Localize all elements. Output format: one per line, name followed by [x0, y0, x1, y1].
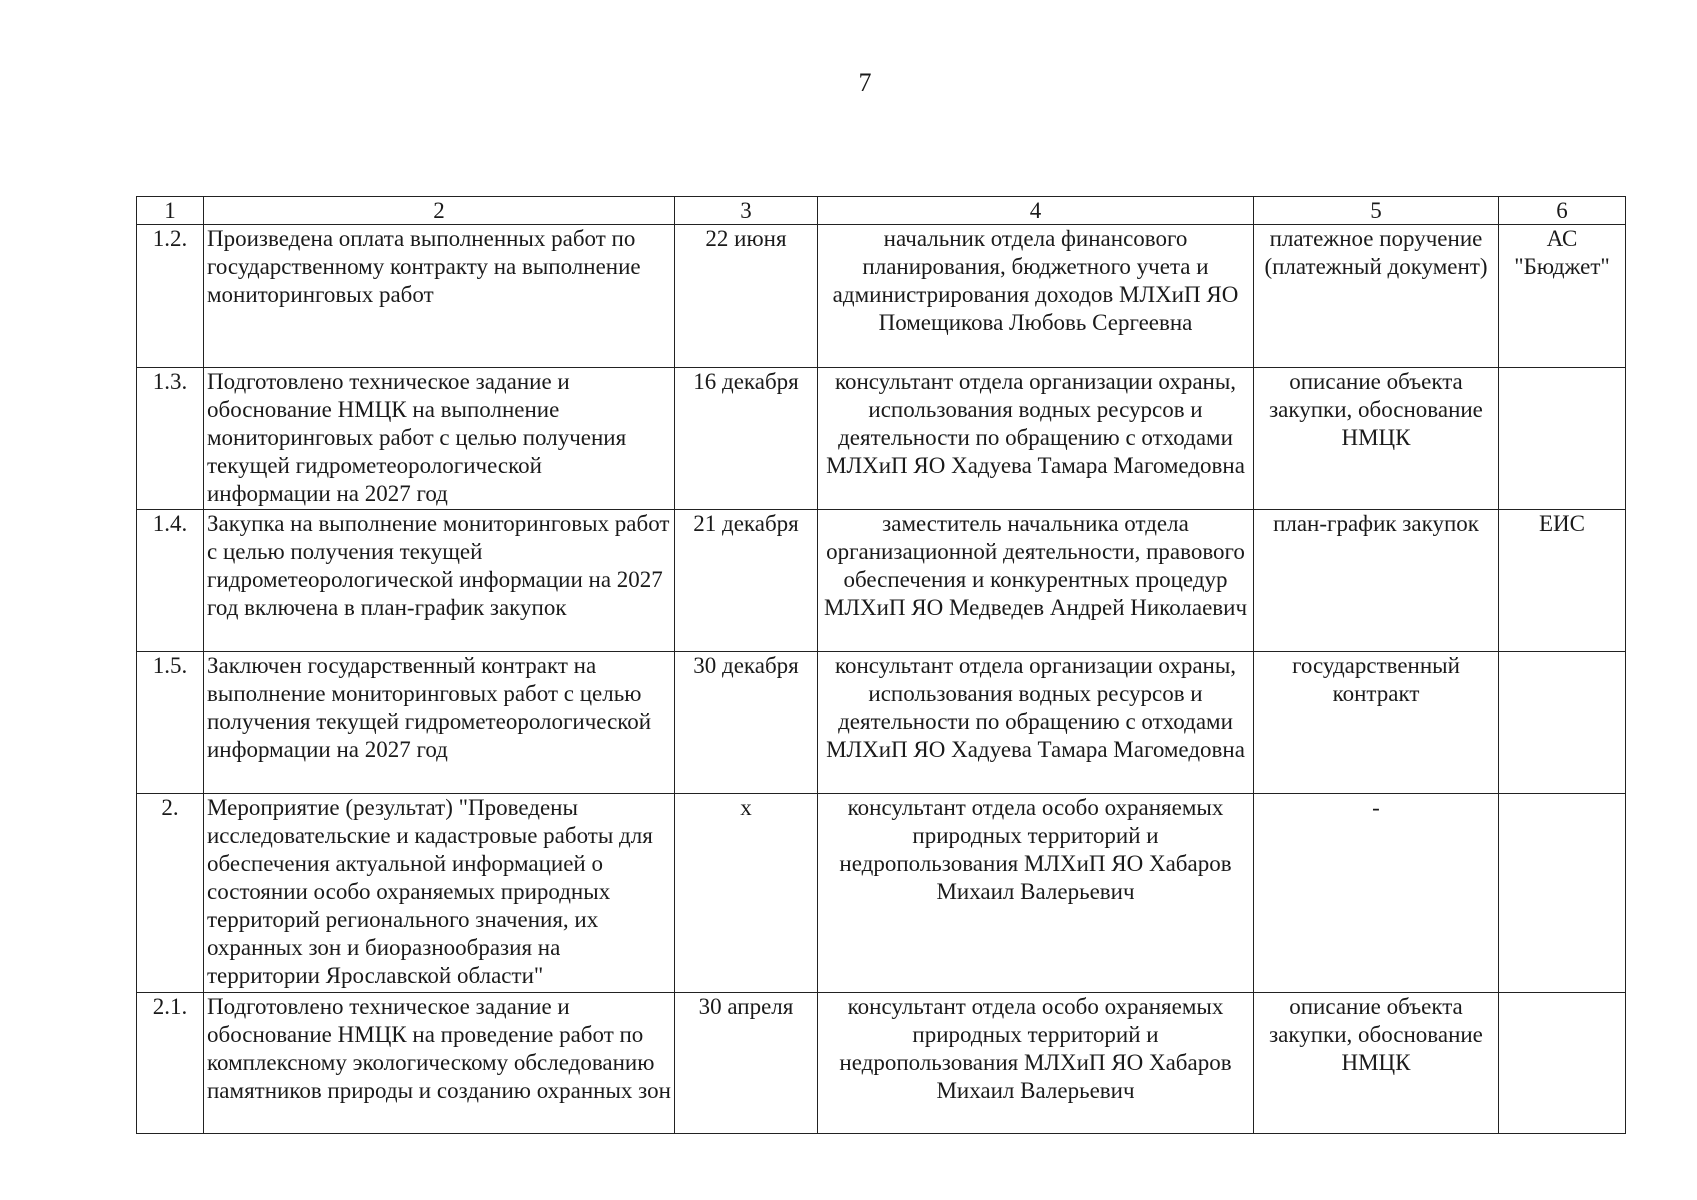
responsible-person: консультант отдела особо охраняемых природных территорий и недропользования МЛХиП ЯО Хабаров Михаил Валерьевич — [818, 993, 1254, 1134]
row-number: 1.3. — [137, 368, 204, 510]
deadline-date: 30 декабря — [675, 652, 818, 794]
table-row — [137, 652, 1626, 794]
table-row — [137, 794, 1626, 993]
deadline-date: 21 декабря — [675, 510, 818, 652]
measure-text: Подготовлено техническое задание и обоснование НМЦК на проведение работ по комплексному экологическому обследованию памятников природы и созданию охранных зон — [204, 993, 675, 1134]
information-system — [1499, 652, 1626, 794]
row-number: 2. — [137, 794, 204, 993]
table-row — [137, 510, 1626, 652]
table-header-row — [137, 197, 1626, 225]
measure-text: Закупка на выполнение мониторинговых работ с целью получения текущей гидрометеорологической информации на 2027 год включена в план-график закупок — [204, 510, 675, 652]
confirming-document: платежное поручение (платежный документ) — [1254, 225, 1499, 368]
responsible-person: консультант отдела организации охраны, использования водных ресурсов и деятельности по обращению с отходами МЛХиП ЯО Хадуева Тамара Магомедовна — [818, 652, 1254, 794]
responsible-person: консультант отдела организации охраны, использования водных ресурсов и деятельности по обращению с отходами МЛХиП ЯО Хадуева Тамара Магомедовна — [818, 368, 1254, 510]
column-header: 2 — [204, 197, 675, 225]
deadline-date: 16 декабря — [675, 368, 818, 510]
deadline-date: 30 апреля — [675, 993, 818, 1134]
confirming-document: описание объекта закупки, обоснование НМЦК — [1254, 368, 1499, 510]
column-header: 4 — [818, 197, 1254, 225]
column-header: 6 — [1499, 197, 1626, 225]
table-row — [137, 225, 1626, 368]
confirming-document: описание объекта закупки, обоснование НМЦК — [1254, 993, 1499, 1134]
measure-text: Подготовлено техническое задание и обоснование НМЦК на выполнение мониторинговых работ с целью получения текущей гидрометеорологической информации на 2027 год — [204, 368, 675, 510]
responsible-person: начальник отдела финансового планирования, бюджетного учета и администрирования доходов МЛХиП ЯО Помещикова Любовь Сергеевна — [818, 225, 1254, 368]
measure-text: Мероприятие (результат) "Проведены исследовательские и кадастровые работы для обеспечения актуальной информацией о состоянии особо охраняемых природных территорий регионального значения, их охранных зон и биоразнообразия на территории Ярославской области" — [204, 794, 675, 993]
measures-table — [136, 196, 1626, 1134]
deadline-date: 22 июня — [675, 225, 818, 368]
row-number: 1.4. — [137, 510, 204, 652]
column-header: 1 — [137, 197, 204, 225]
row-number: 2.1. — [137, 993, 204, 1134]
information-system: АС "Бюджет" — [1499, 225, 1626, 368]
column-header: 3 — [675, 197, 818, 225]
measure-text: Произведена оплата выполненных работ по государственному контракту на выполнение мониторинговых работ — [204, 225, 675, 368]
page-number: 7 — [858, 68, 872, 97]
information-system — [1499, 794, 1626, 993]
row-number: 1.2. — [137, 225, 204, 368]
information-system: ЕИС — [1499, 510, 1626, 652]
measure-text: Заключен государственный контракт на выполнение мониторинговых работ с целью получения текущей гидрометеорологической информации на 2027 год — [204, 652, 675, 794]
confirming-document: план-график закупок — [1254, 510, 1499, 652]
confirming-document: государственный контракт — [1254, 652, 1499, 794]
column-header: 5 — [1254, 197, 1499, 225]
confirming-document: - — [1254, 794, 1499, 993]
table-row — [137, 368, 1626, 510]
information-system — [1499, 993, 1626, 1134]
responsible-person: консультант отдела особо охраняемых природных территорий и недропользования МЛХиП ЯО Хабаров Михаил Валерьевич — [818, 794, 1254, 993]
information-system — [1499, 368, 1626, 510]
responsible-person: заместитель начальника отдела организационной деятельности, правового обеспечения и конкурентных процедур МЛХиП ЯО Медведев Андрей Николаевич — [818, 510, 1254, 652]
row-number: 1.5. — [137, 652, 204, 794]
deadline-date: х — [675, 794, 818, 993]
table-row — [137, 993, 1626, 1134]
